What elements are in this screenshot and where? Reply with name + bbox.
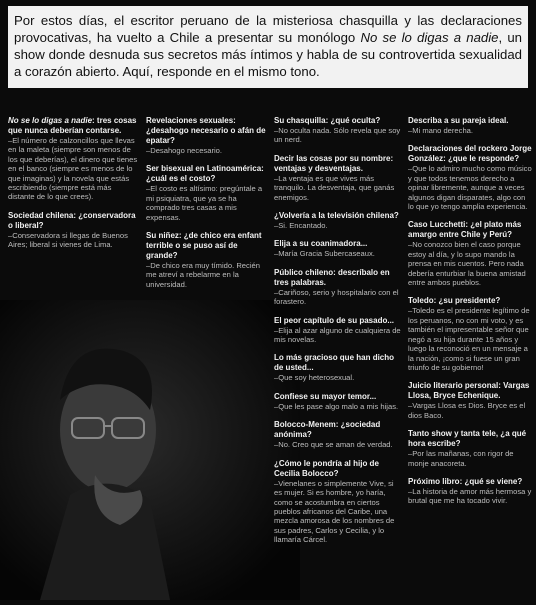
answer: –Conservadora si llegas de Buenos Aires; liberal si vienes de Lima. xyxy=(8,230,128,250)
intro-paragraph xyxy=(8,6,528,88)
answer: –El número de calzoncillos que llevas en la maleta (siempre son menos de los que deberías), el dinero que tienes en el banco (siempre es menos de lo que imaginas) y la novela que estás escribiendo (siempre está más distante de lo que crees). xyxy=(8,136,138,202)
question-italic: No se lo digas a nadie xyxy=(8,116,93,125)
show-title: No se lo digas a nadie xyxy=(360,30,499,45)
question: Público chileno: descríbalo en tres palabras. xyxy=(274,267,390,287)
question-text: : tres cosas que nunca deberían contarse. xyxy=(8,116,137,135)
qa-item xyxy=(274,116,402,145)
qa-item xyxy=(274,353,402,382)
answer: –La historia de amor más hermosa y brutal que me ha tocado vivir. xyxy=(408,486,532,506)
column-3 xyxy=(274,116,402,554)
question: Confiese su mayor temor... xyxy=(274,391,377,401)
qa-item xyxy=(408,381,532,420)
question: Ser bisexual en Latinoamérica: ¿cuál es el costo? xyxy=(146,164,264,184)
question: Tanto show y tanta tele, ¿a qué hora escribe? xyxy=(408,429,527,449)
question: Toledo: ¿su presidente? xyxy=(408,296,501,306)
question: Sociedad chilena: ¿conservadora o liberal? xyxy=(8,210,136,230)
question: Próximo libro: ¿qué se viene? xyxy=(408,476,523,486)
column-2 xyxy=(146,116,266,298)
answer: –Cariñoso, serio y hospitalario con el forastero. xyxy=(274,287,399,307)
qa-item xyxy=(408,477,532,506)
qa-item xyxy=(146,164,266,222)
qa-item xyxy=(408,429,532,468)
portrait-illustration xyxy=(0,300,300,600)
question: Describa a su pareja ideal. xyxy=(408,116,509,125)
qa-item xyxy=(274,420,402,449)
answer: –De chico era muy tímido. Recién me atreví a rebelarme en la universidad. xyxy=(146,261,260,289)
question: Elija a su coanimadora... xyxy=(274,239,368,249)
question: El peor capítulo de su pasado... xyxy=(274,315,395,325)
answer: –Vargas Llosa es Dios. Bryce es el dios Baco. xyxy=(408,401,526,420)
question: Juicio literario personal: Vargas Llosa, Bryce Echenique. xyxy=(408,381,530,401)
answer: –Elija al azar alguno de cualquiera de mis novelas. xyxy=(274,325,401,345)
qa-item xyxy=(274,392,402,411)
qa-item xyxy=(274,239,402,258)
qa-item xyxy=(274,154,402,202)
author-photo xyxy=(0,300,300,600)
answer: –No. Creo que se aman de verdad. xyxy=(274,440,393,450)
qa-item xyxy=(408,144,532,211)
question xyxy=(8,116,140,136)
answer: –Toledo es el presidente legítimo de los peruanos, no con mi voto, y es también el impresentable señor que negó a su hija durante 15 años y luego la reconoció en un mensaje a la nación, ¡como si fuese un gran triunfo de su gobierno! xyxy=(408,306,530,372)
answer: –Que soy heterosexual. xyxy=(274,373,355,383)
column-4 xyxy=(408,116,532,515)
qa-item xyxy=(8,211,140,250)
answer: –Vienelanes o simplemente Vive, si es mujer. Si es hombre, yo haría, como se acostumbra en ciertos pueblos africanos del Caribe, una mezcla amorosa de los nombres de sus padres, Carlos y Cecilia, y lo llamaría Cárcel. xyxy=(274,478,395,545)
qa-item xyxy=(274,459,402,545)
question: Decir las cosas por su nombre: ventajas y desventajas. xyxy=(274,153,394,173)
qa-item xyxy=(146,116,266,155)
qa-item xyxy=(408,220,532,287)
answer: –Mi mano derecha. xyxy=(408,126,474,135)
answer: –María Gracia Subercaseaux. xyxy=(274,249,375,259)
qa-item xyxy=(274,211,402,230)
question: ¿Volvería a la televisión chilena? xyxy=(274,211,399,221)
question: Bolocco-Menem: ¿sociedad anónima? xyxy=(274,420,381,440)
qa-item xyxy=(408,116,532,135)
answer: –El costo es altísimo: pregúntale a mi psiquiatra, que ya se ha comprado tres casas a mis expensas. xyxy=(146,184,263,222)
qa-item xyxy=(274,316,402,345)
question: Revelaciones sexuales: ¿desahogo necesario o afán de epatar? xyxy=(146,116,266,145)
answer: –No conozco bien el caso porque estoy al día, y lo supo mando la prensa en mis cuentos. Pero nada debería enturbiar la buena amistad entre ambos pueblos. xyxy=(408,240,526,288)
answer: –Si. Encantado. xyxy=(274,221,328,231)
answer: –No oculta nada. Sólo revela que soy un nerd. xyxy=(274,126,401,145)
qa-item xyxy=(274,268,402,307)
question: Su niñez: ¿de chico era enfant terrible o se puso así de grande? xyxy=(146,231,262,261)
answer: –La ventaja es que vives más tranquilo. La desventaja, que ganás enemigos. xyxy=(274,173,395,202)
question: Lo más gracioso que han dicho de usted... xyxy=(274,353,395,373)
qa-item xyxy=(146,231,266,289)
question: Declaraciones del rockero Jorge González: ¿que le responde? xyxy=(408,144,532,164)
question: ¿Cómo le pondría al hijo de Cecilia Bolocco? xyxy=(274,458,379,478)
column-1 xyxy=(8,116,140,259)
intro-text-end: , un show donde desnuda sus secretos más íntimos y habla de su controvertida sexualidad a corazón abierto. Aquí, responde en el mismo tono. xyxy=(14,30,523,79)
question: Su chasquilla: ¿qué oculta? xyxy=(274,116,381,125)
qa-item xyxy=(408,296,532,372)
intro-text-start: Por estos días, el escritor peruano de la misteriosa chasquilla y las declaraciones provocativas, ha vuelto a Chile a presentar su monólogo xyxy=(14,13,522,45)
answer: –Que les pase algo malo a mis hijas. xyxy=(274,401,399,411)
answer: –Que lo admiro mucho como músico y que todos tenemos derecho a opinar libremente, aunque a veces algunos digan disparates, algo con lo que yo tengo amplia experiencia. xyxy=(408,164,532,212)
question: Caso Lucchetti: ¿el plato más amargo entre Chile y Perú? xyxy=(408,220,522,240)
qa-item xyxy=(8,116,140,202)
answer: –Por las mañanas, con rigor de monje anacoreta. xyxy=(408,449,514,468)
answer: –Desahogo necesario. xyxy=(146,146,222,155)
